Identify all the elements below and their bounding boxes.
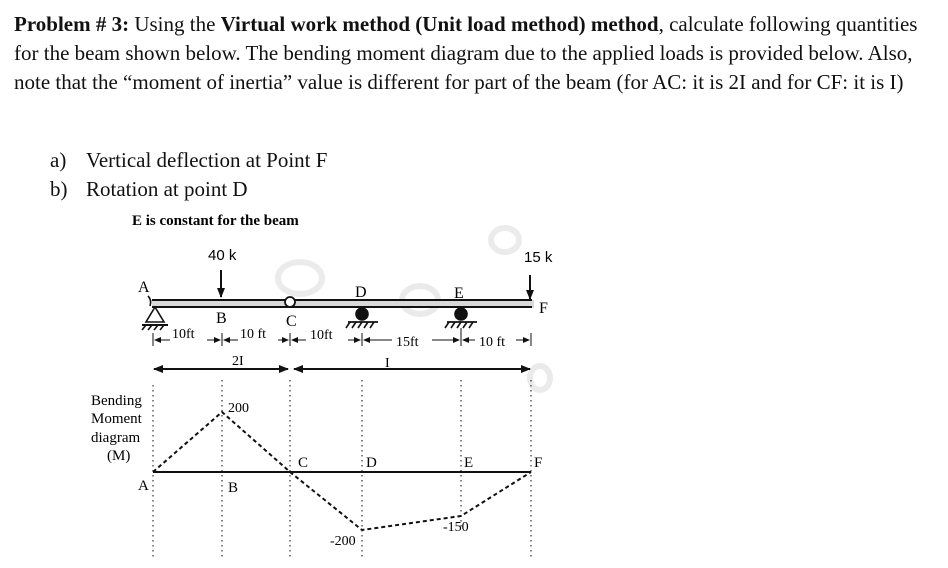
question-a-label: a) (50, 148, 67, 172)
span-cd-label: 10ft (310, 328, 333, 343)
bmd-point-e: E (464, 455, 474, 471)
question-b-label: b) (50, 177, 68, 201)
scan-artifacts (278, 228, 550, 390)
question-b-text: Rotation at point D (86, 177, 248, 201)
problem-number: Problem # 3: (14, 12, 130, 36)
question-a-text: Vertical deflection at Point F (86, 148, 328, 172)
guide-lines (153, 380, 531, 560)
bmd-point-b: B (228, 480, 239, 496)
beam (152, 300, 534, 308)
span-ef-label: 10 ft (479, 335, 506, 350)
bmd-point-a: A (138, 478, 149, 494)
load-b-label: 40 k (208, 247, 237, 264)
roller-support-d (346, 308, 378, 328)
point-c-label: C (286, 313, 297, 330)
e-constant-note: E is constant for the beam (132, 213, 299, 229)
problem-method: Virtual work method (Unit load method) method (220, 12, 659, 36)
point-d-label: D (355, 284, 367, 301)
span-dimensions (153, 333, 531, 346)
bmd-point-c: C (298, 455, 309, 471)
load-f-label: 15 k (524, 249, 553, 266)
bmd-label-line-2: Moment (91, 411, 142, 427)
bmd-point-f: F (534, 455, 543, 471)
inertia-cf-label: I (385, 356, 390, 371)
bmd-label (91, 393, 143, 464)
bmd-value-e: -150 (443, 520, 469, 535)
span-bc-label: 10 ft (240, 327, 267, 342)
span-ab-label: 10ft (172, 327, 195, 342)
point-e-label: E (454, 285, 464, 302)
bmd-label-line-1: Bending (91, 393, 142, 409)
bmd-label-line-4: (M) (107, 448, 131, 464)
bmd-value-b: 200 (228, 401, 249, 416)
bmd-value-d: -200 (330, 534, 356, 549)
bmd-point-d: D (366, 455, 377, 471)
point-a-label: A (138, 279, 150, 296)
inertia-ac-label: 2I (232, 354, 244, 369)
hinge-c (285, 297, 295, 307)
point-f-label: F (539, 300, 548, 317)
problem-text-1: Using the (129, 12, 221, 36)
point-b-label: B (216, 310, 227, 327)
span-de-label: 15ft (396, 335, 419, 350)
problem-text-2: , calculate following quantities for the beam shown below. The bending moment diagram due to the applied loads is provided below. Also, note that the “moment of inertia” value is different for part of the beam (for AC: it is 2I and for CF: it is I) (14, 12, 918, 94)
bmd-label-line-3: diagram (91, 430, 141, 446)
